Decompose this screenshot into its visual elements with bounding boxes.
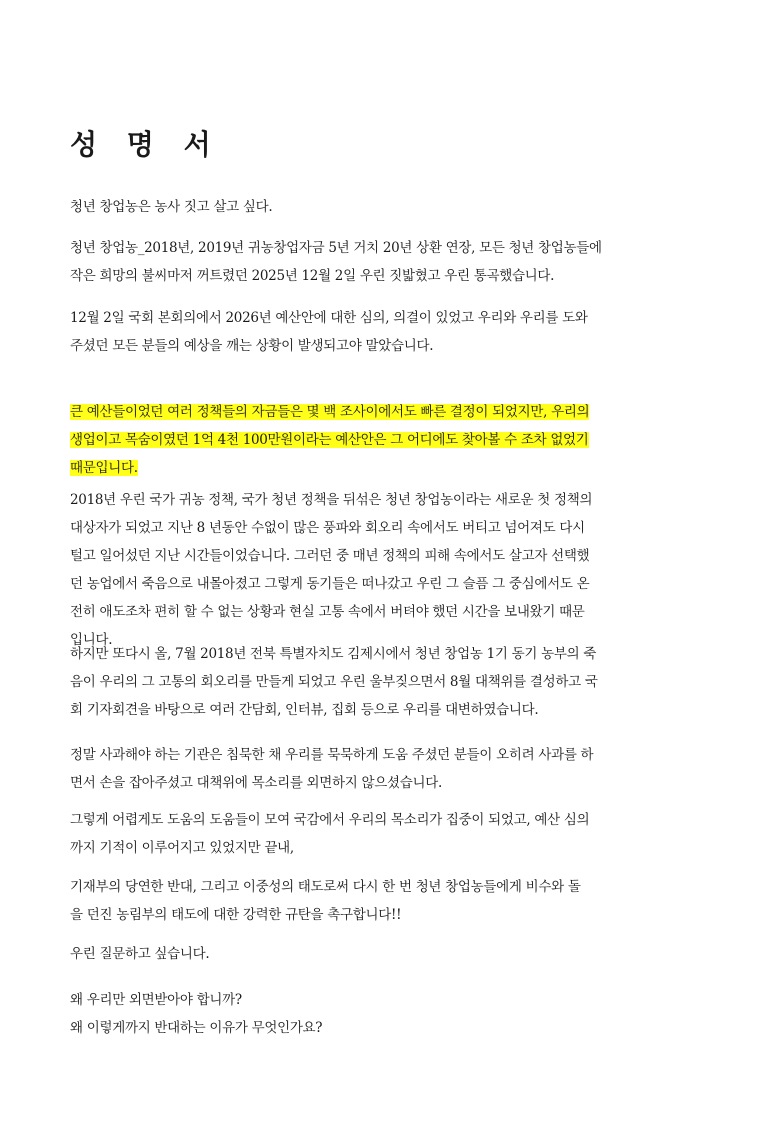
document-title: 성 명 서 xyxy=(70,128,221,161)
text-line: 2018년 우린 국가 귀농 정책, 국가 청년 정책을 뒤섞은 청년 창업농이라는 새로운 첫 정책의 xyxy=(70,492,593,508)
text-line: 우린 질문하고 싶습니다. xyxy=(70,946,210,962)
paragraph-10 xyxy=(70,940,694,968)
text-line: 회 기자회견을 바탕으로 여러 간담회, 인터뷰, 집회 등으로 우리를 대변하였습니다. xyxy=(70,702,539,718)
paragraph-7 xyxy=(70,741,694,797)
paragraph-11 xyxy=(70,986,694,1042)
text-line: 왜 우리만 외면받아야 합니까? xyxy=(70,992,242,1008)
text-line: 그렇게 어렵게도 도움의 도움들이 모여 국감에서 우리의 목소리가 집중이 되었고, 예산 심의 xyxy=(70,812,590,828)
text-line: 12월 2일 국회 본회의에서 2026년 예산안에 대한 심의, 의결이 있었고 우리와 우리를 도와 xyxy=(70,310,588,326)
paragraph-8 xyxy=(70,806,694,862)
paragraph-1 xyxy=(70,193,694,221)
text-line: 정말 사과해야 하는 기관은 침묵한 채 우리를 묵묵하게 도움 주셨던 분들이 오히려 사과를 하 xyxy=(70,747,594,763)
paragraph-9 xyxy=(70,873,694,929)
text-line: 털고 일어섰던 지난 시간들이었습니다. 그러던 중 매년 정책의 피해 속에서도 살고자 선택했 xyxy=(70,548,590,564)
text-line: 입니다. xyxy=(70,632,113,648)
text-line: 하지만 또다시 올, 7월 2018년 전북 특별자치도 김제시에서 청년 창업농 1기 동기 농부의 죽 xyxy=(70,646,597,662)
text-line: 던 농업에서 죽음으로 내몰아졌고 그렇게 동기들은 떠나갔고 우린 그 슬픔 그 중심에서도 온 xyxy=(70,576,590,592)
text-line: 전히 애도조차 편히 할 수 없는 상황과 현실 고통 속에서 버텨야 했던 시간을 보내왔기 때문 xyxy=(70,604,585,620)
text-line: 기재부의 당연한 반대, 그리고 이중성의 태도로써 다시 한 번 청년 창업농들에게 비수와 돌 xyxy=(70,879,581,895)
highlighted-line: 생업이고 목숨이였던 1억 4천 100만원이라는 예산안은 그 어디에도 찾아볼 수 조차 없었기 xyxy=(70,432,589,448)
text-line: 까지 기적이 이루어지고 있었지만 끝내, xyxy=(70,840,294,856)
paragraph-2 xyxy=(70,234,694,290)
highlighted-line: 때문입니다. xyxy=(70,460,138,476)
text-line: 대상자가 되었고 지난 8 년동안 수없이 많은 풍파와 회오리 속에서도 버티고 넘어져도 다시 xyxy=(70,520,585,536)
paragraph-5 xyxy=(70,486,694,654)
text-line: 왜 이렇게까지 반대하는 이유가 무엇인가요? xyxy=(70,1020,323,1036)
highlighted-paragraph xyxy=(70,398,694,482)
text-line: 을 던진 농림부의 태도에 대한 강력한 규탄을 촉구합니다!! xyxy=(70,907,402,923)
text-line: 청년 창업농_2018년, 2019년 귀농창업자금 5년 거치 20년 상환 연장, 모든 청년 창업농들에 xyxy=(70,240,602,256)
text-line: 작은 희망의 불씨마저 꺼트렸던 2025년 12월 2일 우린 짓밟혔고 우린 통곡했습니다. xyxy=(70,268,555,284)
text-line: 음이 우리의 그 고통의 회오리를 만들게 되었고 우린 울부짖으면서 8월 대책위를 결성하고 국 xyxy=(70,674,598,690)
text-line: 청년 창업농은 농사 짓고 살고 싶다. xyxy=(70,199,273,215)
text-line: 주셨던 모든 분들의 예상을 깨는 상황이 발생되고야 말았습니다. xyxy=(70,338,434,354)
highlighted-line: 큰 예산들이었던 여러 정책들의 자금들은 몇 백 조사이에서도 빠른 결정이 되었지만, 우리의 xyxy=(70,404,590,420)
text-line: 면서 손을 잡아주셨고 대책위에 목소리를 외면하지 않으셨습니다. xyxy=(70,775,442,791)
paragraph-3 xyxy=(70,304,694,360)
paragraph-6 xyxy=(70,640,694,724)
